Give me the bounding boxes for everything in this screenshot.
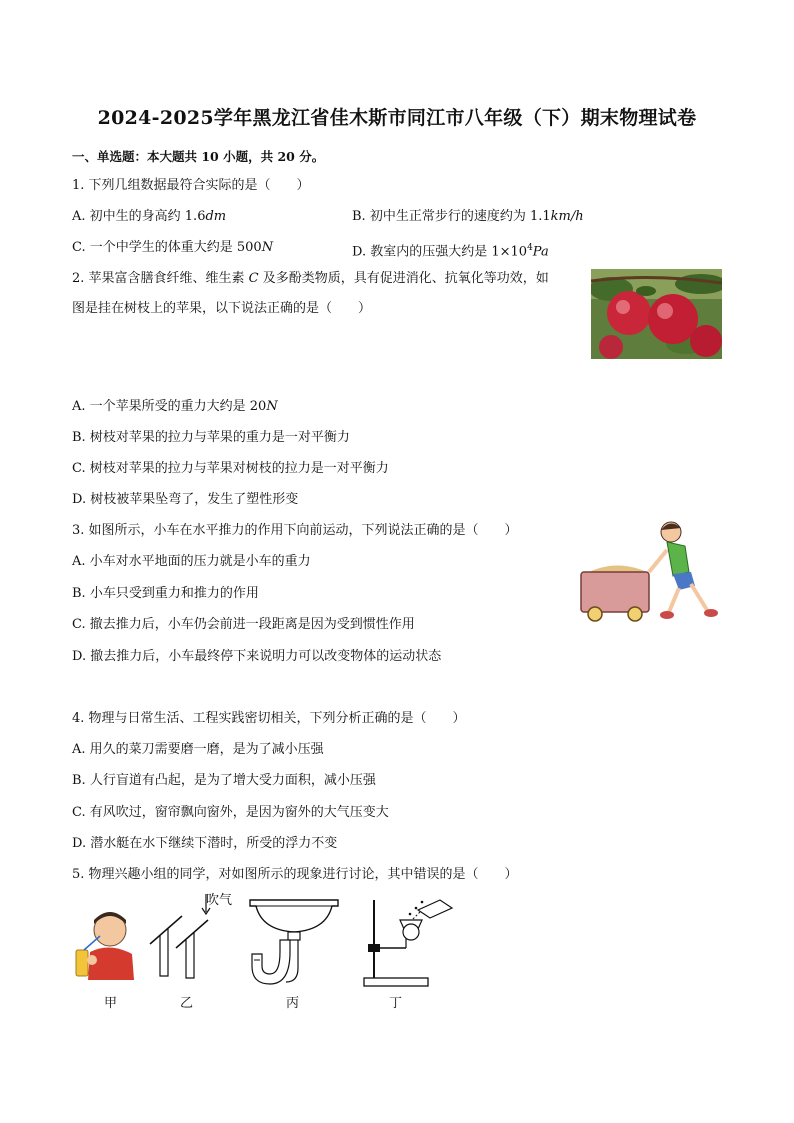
q4-stem: 4. 物理与日常生活、工程实践密切相关，下列分析正确的是（ ） xyxy=(72,711,466,726)
q3-option-a: A. 小车对水平地面的压力就是小车的重力 xyxy=(72,554,311,569)
q5-stem: 5. 物理兴趣小组的同学，对如图所示的现象进行讨论，其中错误的是（ ） xyxy=(72,867,518,882)
caption-ding: 丁 xyxy=(389,996,403,1011)
q2-stem-line1: 2. 苹果富含膳食纤维、维生素 C 及多酚类物质，具有促进消化、抗氧化等功效，如 xyxy=(72,271,549,286)
q1-stem: 1. 下列几组数据最符合实际的是（ ） xyxy=(72,178,310,193)
q2-option-c: C. 树枝对苹果的拉力与苹果对树枝的拉力是一对平衡力 xyxy=(72,461,389,476)
paper-title: 2024-2025学年黑龙江省佳木斯市同江市八年级（下）期末物理试卷 xyxy=(97,107,697,129)
q2-option-b: B. 树枝对苹果的拉力与苹果的重力是一对平衡力 xyxy=(72,430,350,445)
blow-label: 吹气 xyxy=(206,893,233,908)
q2-option-a: A. 一个苹果所受的重力大约是 20N xyxy=(72,399,278,414)
q4-option-c: C. 有风吹过，窗帘飘向窗外，是因为窗外的大气压变大 xyxy=(72,805,389,820)
caption-jia: 甲 xyxy=(104,996,118,1011)
q4-option-a: A. 用久的菜刀需要磨一磨，是为了减小压强 xyxy=(72,742,324,757)
q2-stem-line2: 图是挂在树枝上的苹果，以下说法正确的是（ ） xyxy=(72,301,372,316)
q3-option-c: C. 撤去推力后，小车仍会前进一段距离是因为受到惯性作用 xyxy=(72,617,415,632)
boy-pushing-cart-illustration xyxy=(575,520,725,624)
figure-child-drinking-straw xyxy=(72,908,136,980)
q4-option-b: B. 人行盲道有凸起，是为了增大受力面积，减小压强 xyxy=(72,773,376,788)
apple-photo xyxy=(591,269,722,359)
q1-option-c: C. 一个中学生的体重大约是 500N xyxy=(72,240,274,255)
figure-funnel-ball-stand xyxy=(360,894,460,990)
q1-option-a: A. 初中生的身高约 1.6dm xyxy=(72,209,227,224)
section-heading: 一、单选题：本大题共 10 小题，共 20 分。 xyxy=(72,149,325,164)
q1-option-d: D. 教室内的压强大约是 $1\times 10^4Pa$ xyxy=(352,243,549,260)
q1-option-b: B. 初中生正常步行的速度约为 1.1km/h xyxy=(352,209,584,224)
q3-option-b: B. 小车只受到重力和推力的作用 xyxy=(72,586,259,601)
q3-option-d: D. 撤去推力后，小车最终停下来说明力可以改变物体的运动状态 xyxy=(72,649,442,664)
q3-stem: 3. 如图所示，小车在水平推力的作用下向前运动，下列说法正确的是（ ） xyxy=(72,523,518,538)
caption-yi: 乙 xyxy=(180,996,194,1011)
q2-option-d: D. 树枝被苹果坠弯了，发生了塑性形变 xyxy=(72,492,299,507)
caption-bing: 丙 xyxy=(286,996,300,1011)
q4-option-d: D. 潜水艇在水下继续下潜时，所受的浮力不变 xyxy=(72,836,338,851)
figure-sink-u-trap xyxy=(246,896,342,990)
